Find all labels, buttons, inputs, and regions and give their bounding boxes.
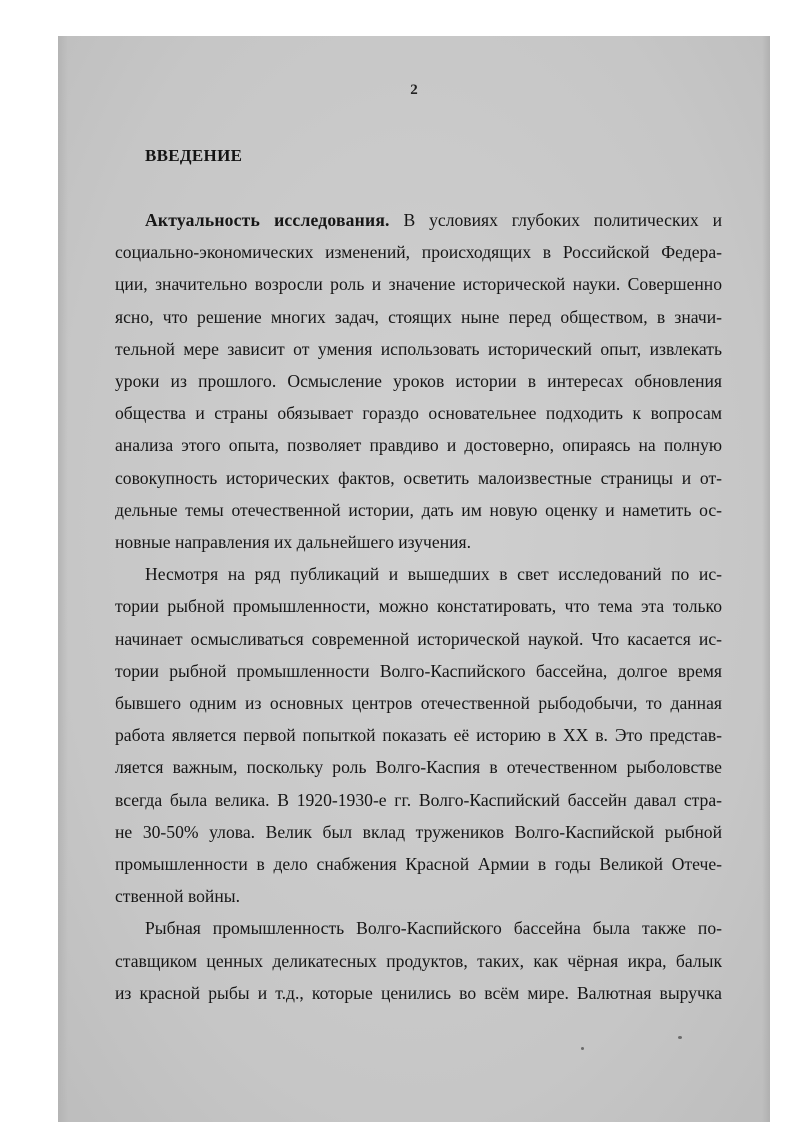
section-heading: ВВЕДЕНИЕ bbox=[145, 146, 243, 165]
text-line: Рыбная промышленность Волго-Каспийского бассейна была также по- bbox=[145, 918, 722, 939]
scan-speck bbox=[581, 1047, 584, 1050]
text-line: из красной рыбы и т.д., которые ценились во всём мире. Валютная выручка bbox=[115, 982, 722, 1003]
text-line: ции, значительно возросли роль и значение исторической науки. Совершенно bbox=[115, 274, 722, 295]
scanned-page bbox=[58, 36, 770, 1122]
body-text bbox=[115, 204, 722, 1009]
text-line: тории рыбной промышленности Волго-Каспийского бассейна, долгое время bbox=[115, 660, 722, 681]
text-line: ставщиком ценных деликатесных продуктов, таких, как чёрная икра, балык bbox=[115, 950, 722, 971]
text-line: ственной войны. bbox=[115, 886, 240, 907]
text-line: бывшего одним из основных центров отечественной рыбодобычи, то данная bbox=[115, 693, 722, 714]
paragraph-relevance bbox=[115, 204, 722, 558]
paragraph-historiography bbox=[115, 558, 722, 912]
scan-shadow-right bbox=[762, 36, 770, 1122]
paragraph-products bbox=[115, 912, 722, 1009]
text-line: ляется важным, поскольку роль Волго-Каспия в отечественном рыболовстве bbox=[115, 757, 722, 778]
text-line: социально-экономических изменений, происходящих в Российской Федера- bbox=[115, 242, 722, 263]
text-line: Актуальность исследования. В условиях глубоких политических и bbox=[145, 210, 722, 230]
text-line: ясно, что решение многих задач, стоящих ныне перед обществом, в значи- bbox=[115, 306, 722, 327]
scan-shadow-left bbox=[58, 36, 68, 1122]
text-line: работа является первой попыткой показать её историю в XX в. Это представ- bbox=[115, 725, 722, 746]
text-line: Несмотря на ряд публикаций и вышедших в свет исследований по ис- bbox=[145, 564, 722, 585]
text-line: общества и страны обязывает гораздо основательнее подходить к вопросам bbox=[115, 403, 722, 424]
text-line: всегда была велика. В 1920-1930-е гг. Волго-Каспийский бассейн давал стра- bbox=[115, 789, 722, 810]
text-line: тории рыбной промышленности, можно констатировать, что тема эта только bbox=[115, 596, 722, 617]
text-line: тельной мере зависит от умения использовать исторический опыт, извлекать bbox=[115, 338, 722, 359]
text-line: промышленности в дело снабжения Красной Армии в годы Великой Отече- bbox=[115, 854, 722, 875]
text-line: совокупность исторических фактов, осветить малоизвестные страницы и от- bbox=[115, 467, 722, 488]
page-number: 2 bbox=[410, 82, 418, 98]
text-line: анализа этого опыта, позволяет правдиво и достоверно, опираясь на полную bbox=[115, 435, 722, 456]
text-line: уроки из прошлого. Осмысление уроков истории в интересах обновления bbox=[115, 371, 722, 392]
text-line: начинает осмысливаться современной исторической наукой. Что касается ис- bbox=[115, 628, 722, 649]
scan-speck bbox=[678, 1036, 682, 1039]
paragraph-lead: Актуальность исследования. bbox=[145, 210, 390, 230]
text-line: новные направления их дальнейшего изучения. bbox=[115, 532, 472, 553]
text-line: дельные темы отечественной истории, дать им новую оценку и наметить ос- bbox=[115, 499, 722, 520]
text-line: не 30-50% улова. Велик был вклад тружеников Волго-Каспийской рыбной bbox=[115, 821, 722, 842]
